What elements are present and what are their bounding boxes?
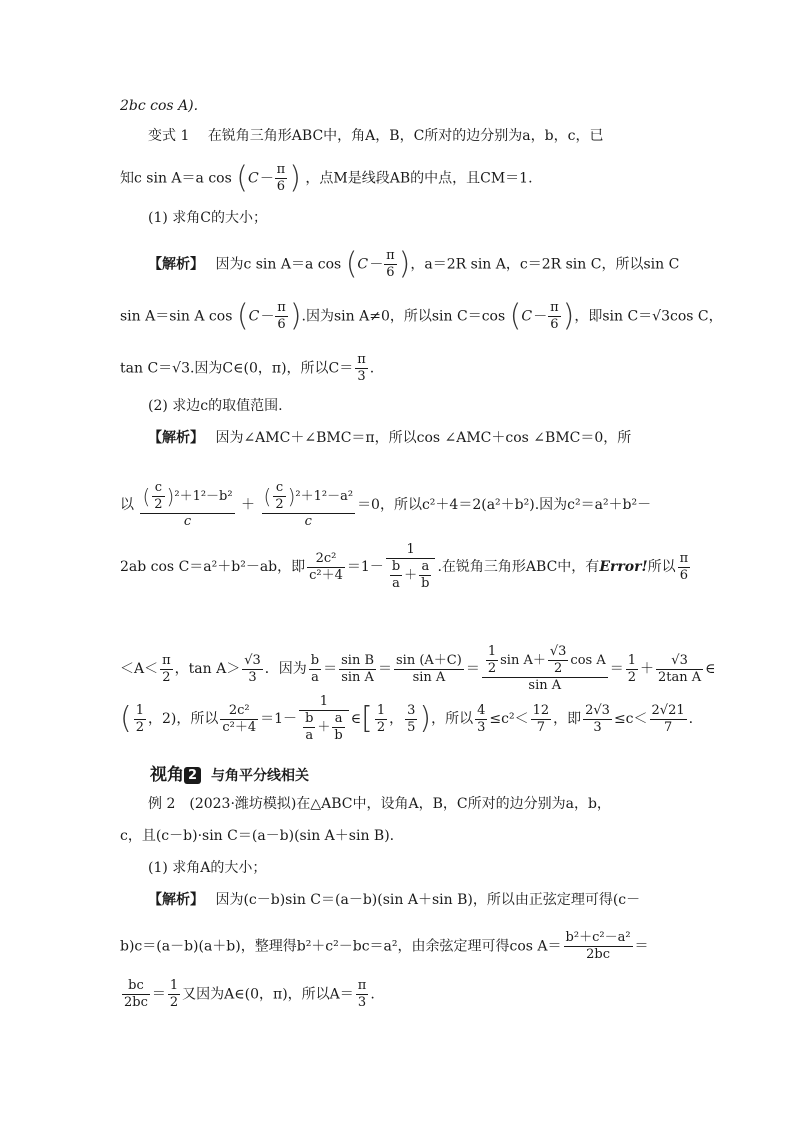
jiexi-label: 【解析】 [148, 256, 197, 273]
example2-question-1: (1) 求角A的大小； [148, 860, 267, 876]
solution2-line1: 【解析】 因为∠AMC＋∠BMC＝π，所以cos ∠AMC＋cos ∠BMC＝0，所 [148, 430, 632, 446]
solution1-line3: tan C＝√3.因为C∈(0，π)，所以C＝ $\frac{\pi}{3}$ . [120, 352, 375, 384]
error-marker: Error! [599, 559, 648, 575]
solution2-line3: 2ab cos C＝a²＋b²－ab，即 $\frac{\text{2c²}}{\text{c²＋4}}$ ＝1－ 1 $\frac{b}{a}$ ＋ $\frac{a}{b}$ .在锐角三角形ABC中，有Error!所以 $\frac{\pi}{6}$ [120, 542, 689, 591]
solution2-line4: ＜A＜ $\frac{\pi}{2}$ ，tan A＞ $\frac{√3}{3}$ ．因为 $\frac{b}{a}$ ＝ $\frac{\text{sin B}}{\text{sin A}}$ ＝ $\frac{\sin (A+C)}{\text{sin A}}$ ＝ $\frac{1}{2}$ sin A＋ $\frac{√3}{2}$ cos A sin A ＝ $\frac{1}{2}$ ＋ $\frac{√3}{\text{2tan A}}$ ∈ [120, 644, 716, 693]
variant1-stem-line2: 知c sin A＝a cos (C－ $\frac{\pi}{6}$ ) ，点M是线段AB的中点，且CM＝1. [120, 160, 533, 196]
example2-line2: c，且(c－b)·sin C＝(a－b)(sin A＋sin B). [120, 828, 395, 844]
top-fragment: 2bc cos A). [120, 98, 199, 114]
solution2-line2: 以 ( $\frac{c}{2}$ )²＋1²－b² c ＋ ( $\frac{c}{2}$ )²＋1²－a² c ＝0，所以c²＋4＝2(a²＋b²).因为c²＝a²＋b²－ [120, 480, 652, 529]
section-number-badge: 2 [184, 767, 201, 784]
question-1: (1) 求角C的大小； [148, 210, 267, 226]
example2-line1: 例 2 (2023·潍坊模拟)在△ABC中，设角A，B，C所对的边分别为a，b， [148, 796, 611, 812]
variant1-stem-line1: 变式 1 在锐角三角形ABC中，角A，B，C所对的边分别为a，b，c，已 [148, 128, 604, 144]
example2-solution-line2: b)c＝(a－b)(a＋b)，整理得b²＋c²－bc＝a²，由余弦定理可得cos A＝ $\frac{\text{b²＋c²－a²}}{2bc}$ ＝ [120, 930, 649, 962]
question-2: (2) 求边c的取值范围. [148, 398, 283, 414]
solution1-line1: 【解析】 因为c sin A＝a cos (C－ $\frac{\pi}{6}$ )，a＝2R sin A，c＝2R sin C，所以sin C [148, 246, 680, 282]
solution2-line5: ( $\frac{1}{2}$ ，2)，所以 $\frac{\text{2c²}}{\text{c²＋4}}$ ＝1－ 1 $\frac{b}{a}$ ＋ $\frac{a}{b}$ ∈[ $\frac{1}{2}$ ， $\frac{3}{5}$ )，所以 $\frac{4}{3}$ ≤c²＜ $\frac{12}{7}$ ，即 $\frac{2√3}{3}$ ≤c＜ $\frac{2√21}{7}$ . [120, 694, 694, 743]
example2-solution-line3: $\frac{bc}{2bc}$ ＝ $\frac{1}{2}$ 又因为A∈(0，π)，所以A＝ $\frac{\pi}{3}$ . [124, 978, 375, 1010]
variant1-label: 变式 1 [148, 128, 190, 144]
solution1-line2: sin A＝sin A cos (C－ $\frac{\pi}{6}$ ).因为sin A≠0，所以sin C＝cos (C－ $\frac{\pi}{6}$ )，即sin C＝√3cos C， [120, 298, 723, 334]
example2-solution-line1: 【解析】 因为(c－b)sin C＝(a－b)(sin A＋sin B)，所以由正弦定理可得(c－ [148, 892, 641, 908]
section-heading: 视角 2 与角平分线相关 [150, 765, 309, 785]
